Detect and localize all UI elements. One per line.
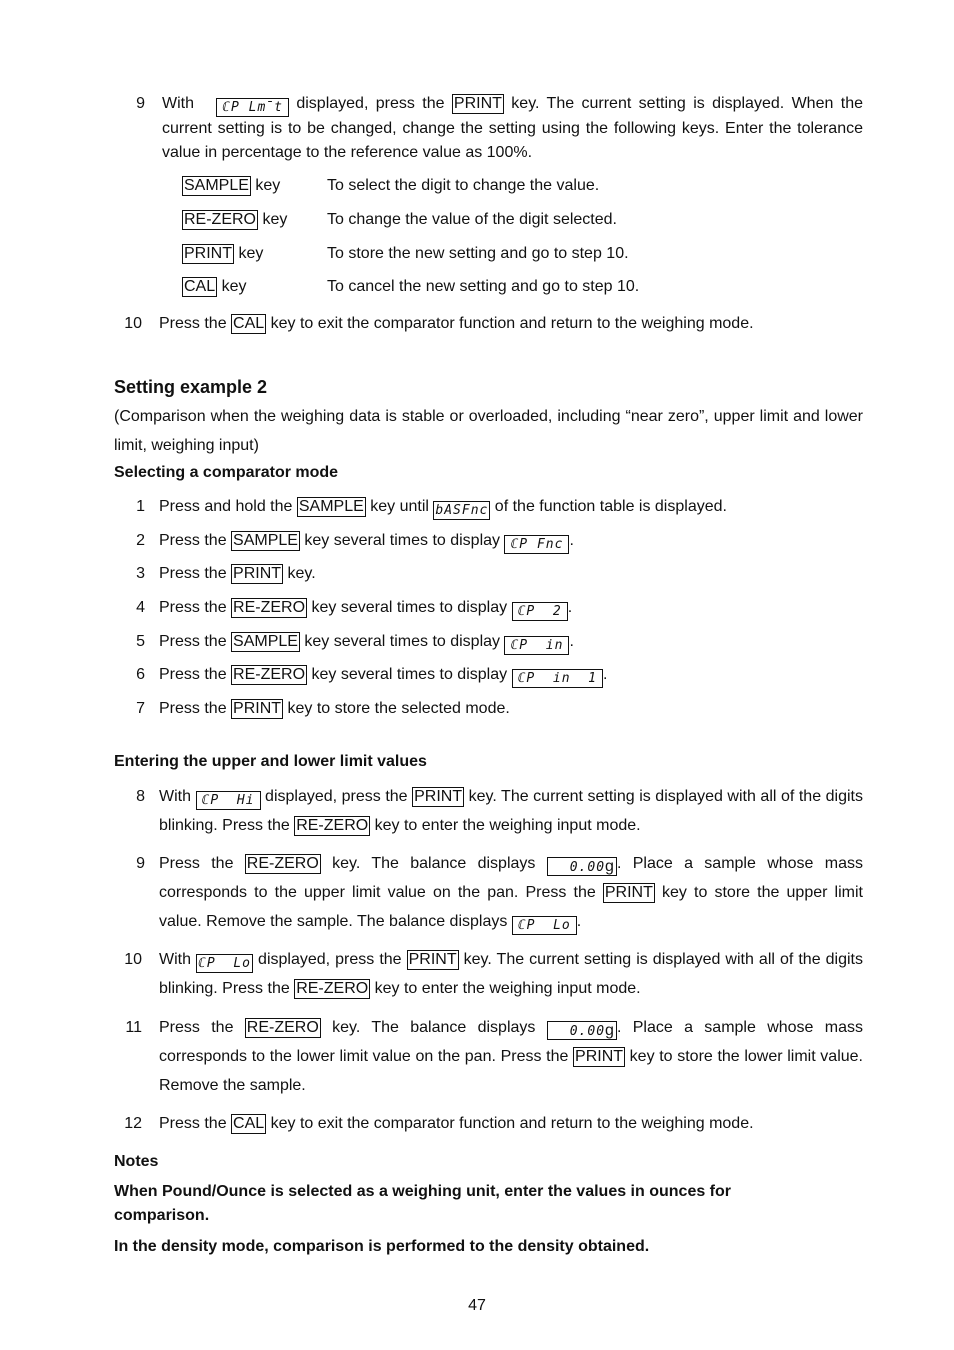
lcd-display-cp-lo: ℂP Lo (512, 916, 577, 935)
print-key-label: PRINT (604, 884, 653, 901)
step-number: 6 (136, 666, 145, 683)
step-number: 11 (125, 1019, 142, 1036)
step-number: 8 (136, 788, 145, 805)
key-table-row: RE-ZERO key (184, 211, 288, 228)
step-number: 10 (124, 951, 142, 968)
lcd-display-cp-lo: ℂP Lo (198, 956, 252, 971)
lcd-display-cp-limit: ℂP Lm̄t (216, 98, 289, 117)
step-number: 5 (136, 633, 145, 650)
lcd-display-cp-fnc: ℂP Fnc (504, 535, 569, 554)
step-number: 4 (136, 599, 145, 616)
cal-key-label: CAL (233, 315, 265, 332)
print-key-label: PRINT (575, 1048, 624, 1065)
section-title: Setting example 2 (114, 377, 268, 397)
lcd-display-cp-in-1: ℂP in 1 (512, 669, 603, 688)
lcd-display-zero-grams: 0.00g (547, 857, 617, 876)
lcd-display-cp-2: ℂP 2 (512, 602, 568, 621)
rezero-key-label: RE-ZERO (233, 666, 306, 683)
section-description: (Comparison when the weighing data is stable or overloaded, including “near zero”, upper limit and lower limit, weighing input) (114, 408, 863, 454)
key-table-description: To change the value of the digit selected. (327, 211, 617, 228)
key-table-row: CAL key (184, 278, 247, 295)
step-6-text: Press the RE-ZERO key several times to display ℂP in 1 . (159, 666, 608, 686)
step-number: 2 (136, 532, 145, 549)
key-table-description: To cancel the new setting and go to step 10. (327, 278, 640, 295)
step-10-text: With ℂP Lo displayed, press the PRINT key. The current setting is displayed with all of the digits blinking. Press the RE-ZERO key to enter the weighing input mode. (159, 951, 864, 997)
rezero-key-label: RE-ZERO (184, 211, 256, 228)
key-table-description: To store the new setting and go to step 10. (327, 245, 629, 262)
step-7-text: Press the PRINT key to store the selected mode. (159, 700, 510, 717)
notes-heading: Notes (114, 1153, 159, 1170)
print-key-label: PRINT (184, 245, 232, 262)
step-1-text: Press and hold the SAMPLE key until bASFnc of the function table is displayed. (159, 498, 727, 518)
lcd-display-zero-grams: 0.00g (547, 1021, 617, 1040)
print-key-label: PRINT (408, 951, 457, 968)
step-10-text: Press the CAL key to exit the comparator function and return to the weighing mode. (159, 315, 754, 332)
key-table-description: To select the digit to change the value. (327, 177, 600, 194)
print-key-label: PRINT (414, 788, 463, 805)
rezero-key-label: RE-ZERO (296, 817, 369, 834)
step-number: 9 (136, 95, 145, 112)
step-number: 12 (124, 1115, 142, 1132)
step-4-text: Press the RE-ZERO key several times to display ℂP 2 . (159, 599, 573, 619)
lcd-display-basfnc: bASFnc (435, 503, 489, 518)
page-number: 47 (468, 1297, 486, 1314)
step-5-text: Press the SAMPLE key several times to display ℂP in . (159, 633, 574, 653)
note-density-mode: In the density mode, comparison is performed to the density obtained. (114, 1238, 650, 1255)
step-3-text: Press the PRINT key. (159, 565, 316, 582)
cal-key-label: CAL (184, 278, 216, 295)
step-12-text: Press the CAL key to exit the comparator function and return to the weighing mode. (159, 1115, 754, 1132)
step-number: 7 (136, 700, 145, 717)
lcd-display-cp-hi: ℂP Hi (196, 791, 261, 810)
print-key-label: PRINT (233, 700, 282, 717)
step-8-text: With ℂP Hi displayed, press the PRINT key. The current setting is displayed with all of the digits blinking. Press the RE-ZERO key to enter the weighing input mode. (159, 788, 864, 834)
sample-key-label: SAMPLE (233, 633, 298, 650)
sample-key-label: SAMPLE (233, 532, 298, 549)
rezero-key-label: RE-ZERO (246, 855, 319, 872)
rezero-key-label: RE-ZERO (246, 1019, 319, 1036)
step-9-text: Press the RE-ZERO key. The balance displays 0.00g . Place a sample whose mass corresponds to the upper limit value on the pan. Press the PRINT key to store the upper limit value. Remove the sample. The balance displays ℂP Lo . (159, 855, 864, 933)
note-pound-ounce: When Pound/Ounce is selected as a weighing unit, enter the values in ounces for comparison. (114, 1183, 732, 1224)
step-number: 3 (136, 565, 145, 582)
step-number: 9 (136, 855, 145, 872)
rezero-key-label: RE-ZERO (296, 980, 369, 997)
subsection-heading: Selecting a comparator mode (114, 464, 339, 481)
step-number: 10 (124, 315, 142, 332)
rezero-key-label: RE-ZERO (233, 599, 306, 616)
step-number: 1 (136, 498, 145, 515)
print-key-label: PRINT (233, 565, 282, 582)
sample-key-label: SAMPLE (184, 177, 249, 194)
key-table-row: SAMPLE key (184, 177, 281, 194)
cal-key-label: CAL (233, 1115, 265, 1132)
step-9-text: With ℂP Lm̄t displayed, press the PRINT key. The current setting is displayed. When the current setting is to be changed, change the setting using the following keys. Enter the tolerance value in percentage to the reference value as 100%. (162, 95, 863, 161)
lcd-display-cp-in: ℂP in (504, 636, 569, 655)
print-key-label: PRINT (453, 95, 502, 112)
subsection-heading: Entering the upper and lower limit values (114, 753, 427, 770)
key-table-row: PRINT key (184, 245, 264, 262)
step-11-text: Press the RE-ZERO key. The balance displays 0.00g . Place a sample whose mass corresponds to the lower limit value on the pan. Press the PRINT key to store the lower limit value. Remove the sample. (159, 1019, 864, 1094)
sample-key-label: SAMPLE (298, 498, 364, 515)
step-2-text: Press the SAMPLE key several times to display ℂP Fnc . (159, 532, 574, 552)
